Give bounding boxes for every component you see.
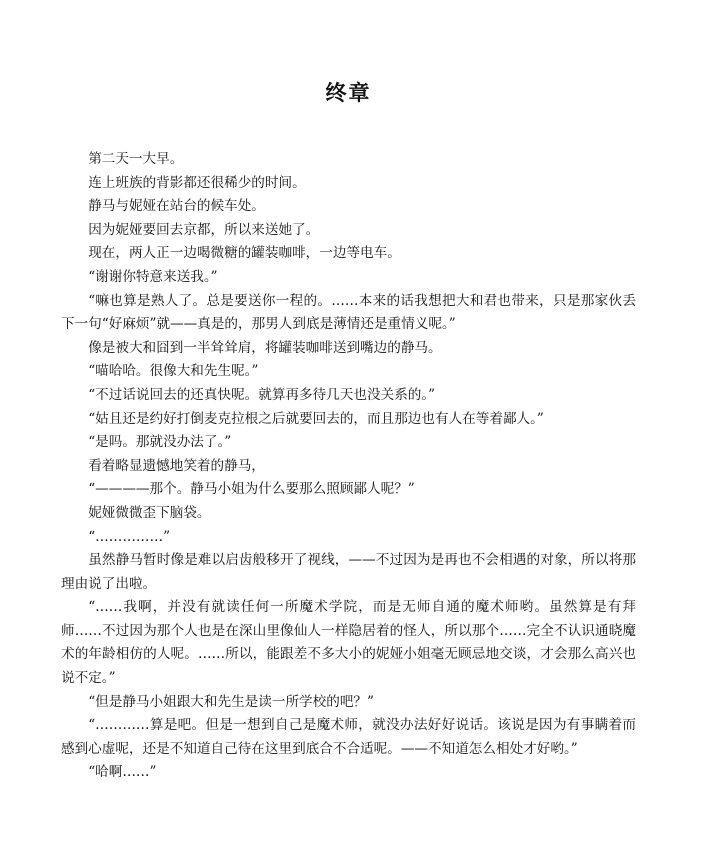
paragraph: “不过话说回去的还真快呢。就算再多待几天也没关系的。”	[88, 386, 436, 403]
paragraph: “是吗。那就没办法了。”	[88, 434, 232, 451]
paragraph: 因为妮娅要回去京都，所以来送她了。	[88, 221, 320, 238]
paragraph: “…………算是吧。但是一想到自己是魔术师，就没办法好好说话。该说是因为有事瞒着而感到心虚呢，还是不知道自己待在这里到底合不合适呢。——不知道怎么相处才好哟。”	[61, 717, 636, 757]
paragraph: 妮娅微微歪下脑袋。	[88, 504, 211, 521]
paragraph: “姑且还是约好打倒麦克拉根之后就要回去的，而且那边也有人在等着鄙人。”	[88, 410, 544, 427]
paragraph: “……我啊，并没有就读任何一所魔术学院，而是无师自通的魔术师哟。虽然算是有拜师……不过因为那个人也是在深山里像仙人一样隐居着的怪人，所以那个……完全不认识通晓魔术的年龄相仿的人呢。……所以，能跟差不多大小的妮娅小姐毫无顾忌地交谈，才会那么高兴也说不定。”	[61, 599, 636, 687]
paragraph: “嘛也算是熟人了。总是要送你一程的。……本来的话我想把大和君也带来，只是那家伙丢下一句“好麻烦”就——真是的，那男人到底是薄情还是重情义呢。”	[61, 292, 636, 333]
paragraph: “但是静马小姐跟大和先生是读一所学校的吧？”	[88, 693, 374, 710]
paragraph: 像是被大和囧到一半耸耸肩，将罐装咖啡送到嘴边的静马。	[88, 339, 442, 356]
paragraph: “————那个。静马小姐为什么要那么照顾鄙人呢？”	[88, 481, 415, 498]
chapter-title: 终章	[325, 80, 372, 105]
paragraph: 虽然静马暂时像是难以启齿般移开了视线，——不过因为是再也不会相遇的对象，所以将那理由说了出啦。	[61, 552, 636, 592]
paragraph: 现在，两人正一边喝微糖的罐装咖啡，一边等电车。	[88, 245, 401, 262]
paragraph: 看着略显遗憾地笑着的静马，	[88, 457, 265, 474]
paragraph: “哈啊……”	[88, 764, 157, 781]
paragraph: 静马与妮娅在站台的候车处。	[88, 198, 265, 215]
paragraph: “喵哈哈。很像大和先生呢。”	[88, 363, 259, 380]
paragraph: “谢谢你特意来送我。”	[88, 268, 218, 285]
paragraph: 连上班族的背影都还很稀少的时间。	[88, 174, 306, 191]
chapter-body	[61, 148, 636, 785]
paragraph: 第二天一大早。	[88, 151, 184, 167]
paragraph: “……………”	[88, 528, 171, 545]
